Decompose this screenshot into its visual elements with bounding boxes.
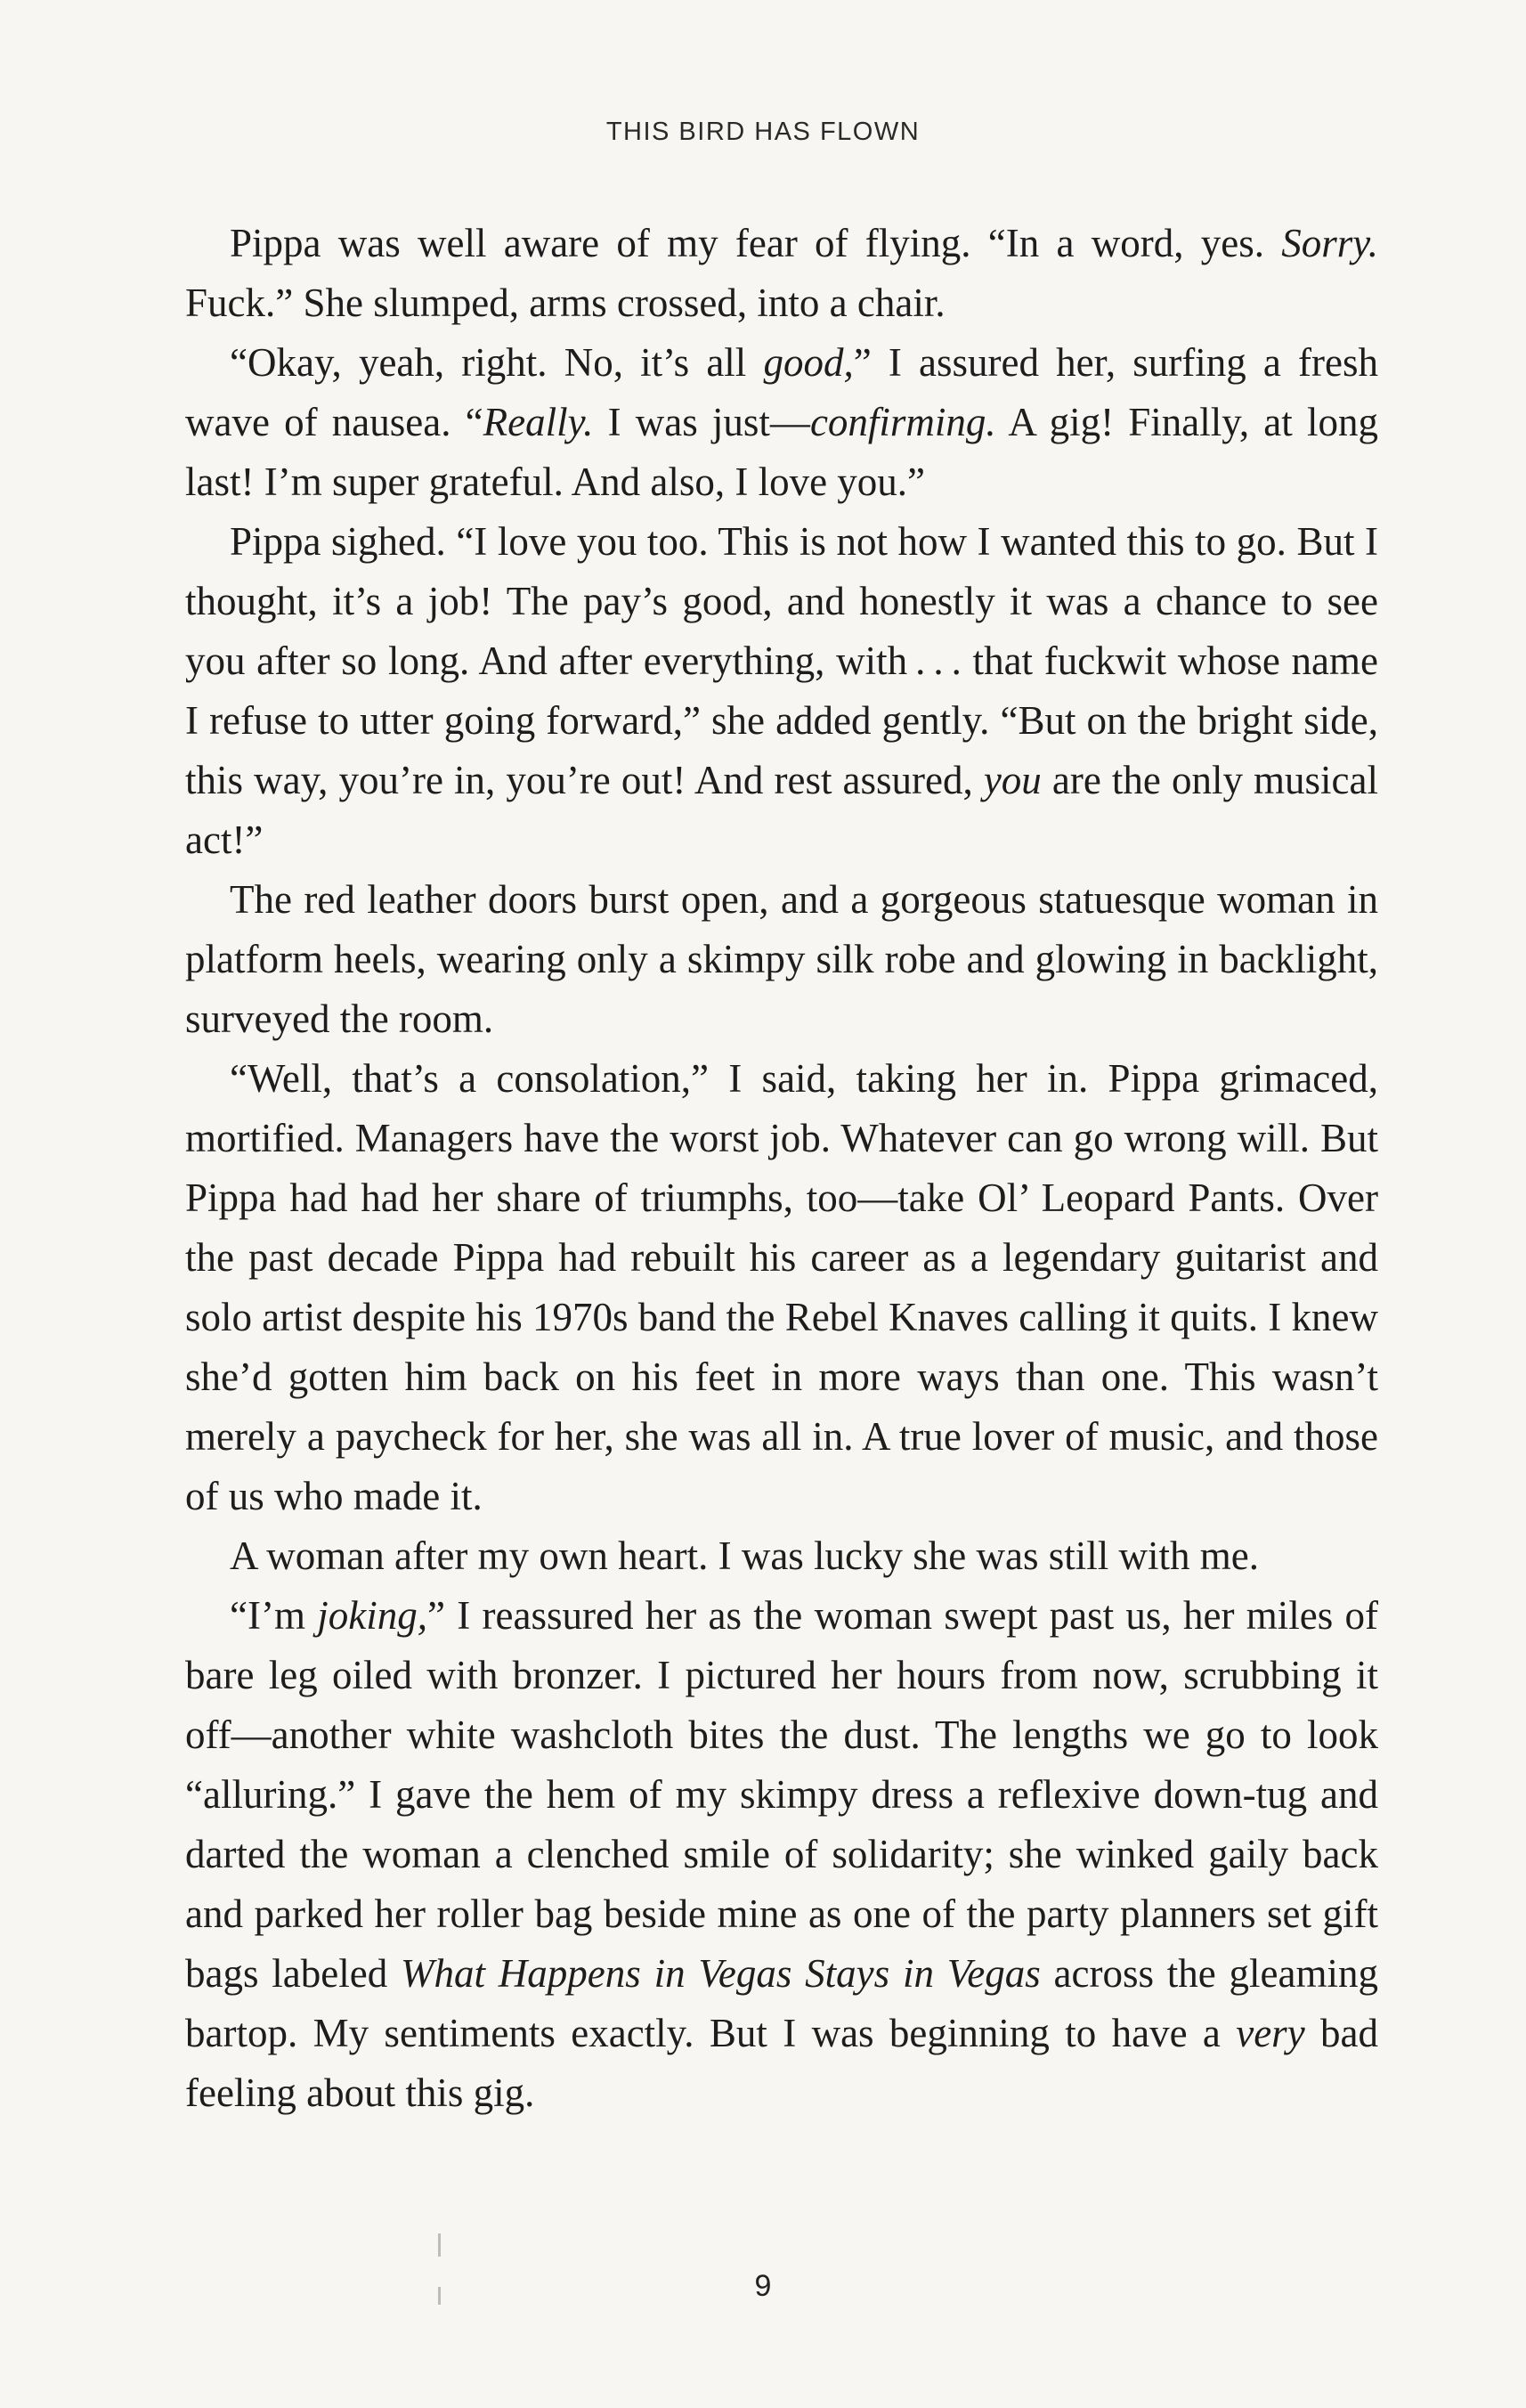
text-run: Pippa was well aware of my fear of flying. “In a word, yes. xyxy=(230,221,1282,265)
paragraph-2 xyxy=(185,333,1378,512)
text-run: Pippa sighed. “I love you too. This is not how I wanted this to go. But I thought, it’s a job! The pay’s good, and honestly it was a chance to see you after so long. And after everything, with . . . that fuckwit whose name I refuse to utter going forward,” she added gently. “But on the bright side, this way, you’re in, you’re out! And rest assured, xyxy=(185,519,1378,802)
scan-mark xyxy=(438,2233,441,2257)
italic-run: good, xyxy=(763,340,854,385)
italic-run: joking, xyxy=(317,1593,427,1638)
italic-run: Really. xyxy=(483,400,594,444)
italic-run: very xyxy=(1236,2011,1305,2055)
text-run: A gig! Finally, at long last! I’m super grateful. And also, I love you.” xyxy=(185,400,1378,504)
body-text xyxy=(185,214,1378,2123)
text-run: The red leather doors burst open, and a gorgeous statuesque woman in platform heels, wearing only a skimpy silk robe and glowing in backlight, surveyed the room. xyxy=(185,877,1378,1041)
paragraph-1 xyxy=(185,214,1378,333)
paragraph-7 xyxy=(185,1586,1378,2123)
page-number: 9 xyxy=(754,2269,772,2303)
paragraph-5 xyxy=(185,1049,1378,1526)
text-run: “Okay, yeah, right. No, it’s all xyxy=(230,340,764,385)
text-run: bad feeling about this gig. xyxy=(185,2011,1378,2115)
text-run: I was just— xyxy=(593,400,810,444)
italic-run: Sorry. xyxy=(1281,221,1378,265)
italic-run: confirming. xyxy=(809,400,996,444)
text-run: ” I assured her, surfing a fresh wave of nausea. “ xyxy=(185,340,1378,444)
text-run: are the only musical act!” xyxy=(185,758,1378,862)
text-run: “I’m xyxy=(230,1593,318,1638)
italic-run: What Happens in Vegas Stays in Vegas xyxy=(401,1951,1041,1996)
text-run: Fuck.” She slumped, arms crossed, into a chair. xyxy=(185,281,946,325)
paragraph-3 xyxy=(185,512,1378,870)
text-run: “Well, that’s a consolation,” I said, taking her in. Pippa grimaced, mortified. Managers have the worst job. Whatever can go wrong will. But Pippa had had her share of triumphs, too—take Ol’ Leopard Pants. Over the past decade Pippa had rebuilt his career as a legendary guitarist and solo artist despite his 1970s band the Rebel Knaves calling it quits. I knew she’d gotten him back on his feet in more ways than one. This wasn’t merely a paycheck for her, she was all in. A true lover of music, and those of us who made it. xyxy=(185,1056,1378,1518)
paragraph-6 xyxy=(185,1526,1378,1586)
paragraph-4 xyxy=(185,870,1378,1049)
text-run: across the gleaming bartop. My sentiments exactly. But I was beginning to have a xyxy=(185,1951,1379,2055)
italic-run: you xyxy=(983,758,1042,802)
text-run: A woman after my own heart. I was lucky she was still with me. xyxy=(230,1533,1260,1578)
text-run: ” I reassured her as the woman swept past us, her miles of bare leg oiled with bronzer. I pictured her hours from now, scrubbing it off—another white washcloth bites the dust. The lengths we go to look “alluring.” I gave the hem of my skimpy dress a reflexive down-tug and darted the woman a clenched smile of solidarity; she winked gaily back and parked her roller bag beside mine as one of the party planners set gift bags labeled xyxy=(185,1593,1378,1996)
running-head: THIS BIRD HAS FLOWN xyxy=(605,118,921,146)
